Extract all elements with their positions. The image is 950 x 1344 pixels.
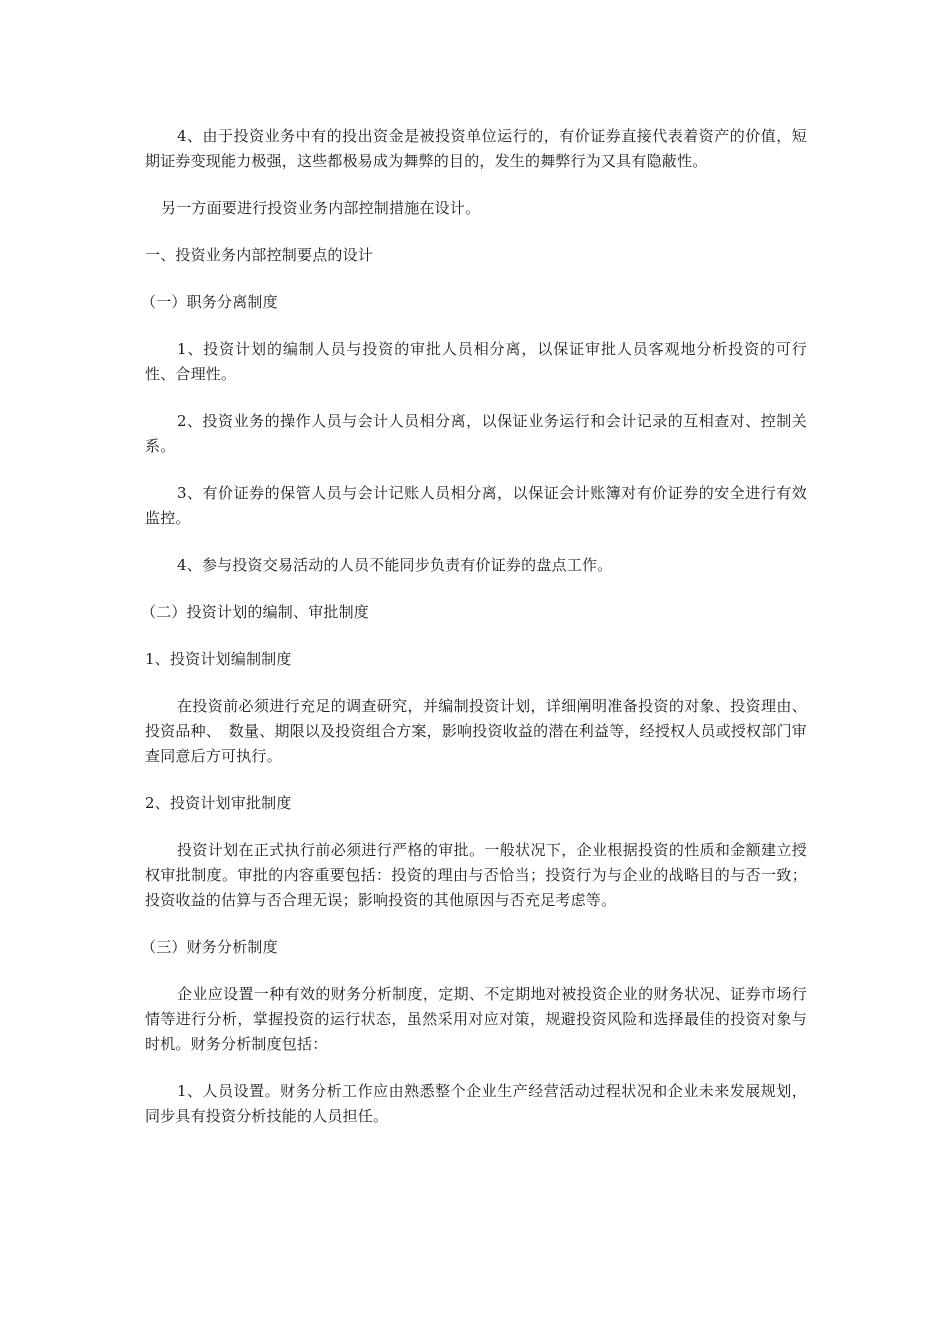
paragraph-control-design-intro: 另一方面要进行投资业务内部控制措施在设计。	[161, 199, 481, 217]
paragraph-separation-1: 1、投资计划的编制人员与投资的审批人员相分离，以保证审批人员客观地分析投资的可行性、合理性。	[145, 340, 807, 383]
subsection-heading-2: （二）投资计划的编制、审批制度	[141, 603, 370, 621]
item-heading-plan-compile: 1、投资计划编制制度	[145, 650, 292, 668]
paragraph-plan-compile: 在投资前必须进行充足的调查研究，并编制投资计划，详细阐明准备投资的对象、投资理由、投资品种、 数量、期限以及投资组合方案，影响投资收益的潜在利益等，经授权人员或授权部门审查同意后方可执行。	[145, 697, 807, 765]
paragraph-financial-analysis: 企业应设置一种有效的财务分析制度，定期、不定期地对被投资企业的财务状况、证券市场行情等进行分析，掌握投资的运行状态，虽然采用对应对策，规避投资风险和选择最佳的投资对象与时机。财务分析制度包括：	[145, 985, 807, 1053]
subsection-heading-3: （三）财务分析制度	[141, 938, 278, 956]
paragraph-separation-4: 4、参与投资交易活动的人员不能同步负责有价证券的盘点工作。	[177, 556, 613, 574]
paragraph-plan-approve: 投资计划在正式执行前必须进行严格的审批。一般状况下，企业根据投资的性质和金额建立授权审批制度。审批的内容重要包括：投资的理由与否恰当；投资行为与企业的战略目的与否一致；投资收益的估算与否合理无误；影响投资的其他原因与否充足考虑等。	[145, 841, 807, 909]
paragraph-separation-3: 3、有价证券的保管人员与会计记账人员相分离，以保证会计账簿对有价证券的安全进行有效监控。	[145, 484, 807, 527]
item-heading-plan-approve: 2、投资计划审批制度	[145, 794, 292, 812]
paragraph-risk-4: 4、由于投资业务中有的投出资金是被投资单位运行的，有价证券直接代表着资产的价值，短期证券变现能力极强，这些都极易成为舞弊的目的，发生的舞弊行为又具有隐蔽性。	[145, 127, 807, 170]
subsection-heading-1: （一）职务分离制度	[141, 293, 278, 311]
paragraph-staffing: 1、人员设置。财务分析工作应由熟悉整个企业生产经营活动过程状况和企业未来发展规划，同步具有投资分析技能的人员担任。	[145, 1082, 807, 1125]
section-heading-1: 一、投资业务内部控制要点的设计	[145, 246, 374, 264]
document-body	[141, 124, 807, 1151]
paragraph-separation-2: 2、投资业务的操作人员与会计人员相分离，以保证业务运行和会计记录的互相查对、控制关系。	[145, 412, 807, 455]
